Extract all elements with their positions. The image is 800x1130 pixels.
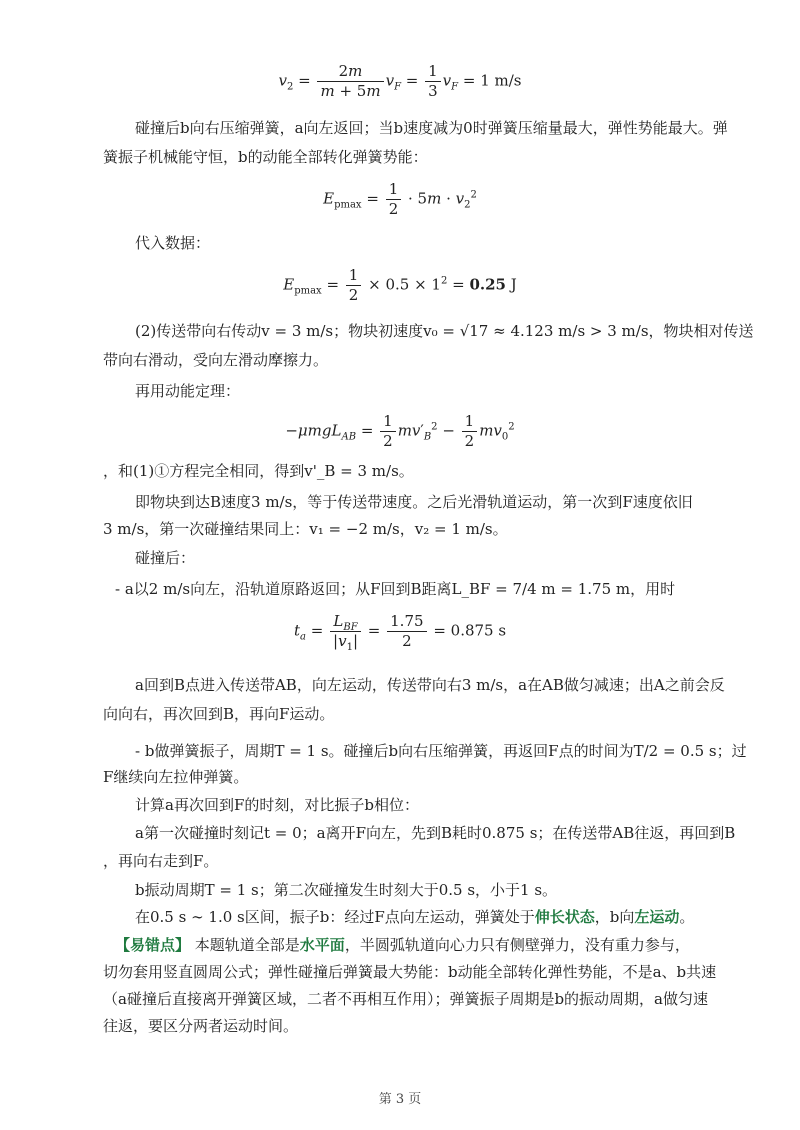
equation-ta: $t_a$ = $\frac{L_{BF}}{|v_1|}$ = $\frac{1.75}{2}$ = 0.875 s xyxy=(293,612,507,653)
highlight-left-motion: 左运动 xyxy=(634,908,680,926)
error-text-a: 本题轨道全部是 xyxy=(190,936,300,954)
bullet-b-oscillator-line2: F继续向左拉伸弹簧。 xyxy=(103,768,249,786)
highlight-horizontal: 水平面 xyxy=(299,936,345,954)
interval-text-mid: ，b向 xyxy=(594,908,635,926)
paragraph-reach-b-line2: 3 m/s，第一次碰撞结果同上：v₁ = −2 m/s，v₂ = 1 m/s。 xyxy=(103,520,508,538)
paragraph-compression-line1: 碰撞后b向右压缩弹簧，a向左返回；当b速度减为0时弹簧压缩量最大，弹性势能最大。弹 xyxy=(135,119,728,137)
highlight-stretched: 伸长状态 xyxy=(534,908,595,926)
paragraph-work-energy: 再用动能定理： xyxy=(135,382,241,400)
paragraph-a-on-belt-line2: 向向右，再次回到B，再向F运动。 xyxy=(103,705,335,723)
paragraph-after-collision: 碰撞后： xyxy=(135,549,196,567)
equation-v2: $v_2$ = $\frac{2m}{m + 5m}$ $v_F$ = $\frac{1}{3}$ $v_F = 1$ m/s xyxy=(278,62,522,100)
bullet-b-oscillator-line1: - b做弹簧振子，周期T = 1 s。碰撞后b向右压缩弹簧，再返回F点的时间为T/2 = 0.5 s；过 xyxy=(135,742,747,760)
equation-epmax-value: $E_{pmax}$ = $\frac{1}{2}$ × $0.5 \times 1^2 = 0.25$ J xyxy=(283,266,517,304)
paragraph-compute-phase: 计算a再次回到F的时刻，对比振子b相位： xyxy=(135,796,419,814)
paragraph-interval-state xyxy=(103,904,703,931)
error-text-b: ，半圆弧轨道向心力只有侧壁弹力，没有重力参与， xyxy=(344,936,690,954)
paragraph-substitute: 代入数据： xyxy=(135,234,211,252)
paragraph-belt-line2: 带向右滑动，受向左滑动摩擦力。 xyxy=(103,351,329,369)
bullet-a-returns: - a以2 m/s向左，沿轨道原路返回；从F回到B距离L_BF = 7/4 m = 1.75 m，用时 xyxy=(115,580,676,598)
paragraph-timeline-line2: ，再向右走到F。 xyxy=(103,852,219,870)
paragraph-a-on-belt-line1: a回到B点进入传送带AB，向左运动，传送带向右3 m/s，a在AB做匀减速；出A之前会反 xyxy=(135,676,725,694)
interval-text-pre: 在0.5 s ∼ 1.0 s区间，振子b：经过F点向左运动，弹簧处于 xyxy=(135,908,535,926)
interval-text-end: 。 xyxy=(679,908,695,926)
error-point-line3: （a碰撞后直接离开弹簧区域，二者不再相互作用）；弹簧振子周期是b的振动周期，a做匀速 xyxy=(103,990,708,1008)
error-point-line2: 切勿套用竖直圆周公式；弹性碰撞后弹簧最大势能：b动能全部转化弹性势能，不是a、b共速 xyxy=(103,963,717,981)
paragraph-result-vb: ，和(1)①方程完全相同，得到v'_B = 3 m/s。 xyxy=(103,462,414,480)
page-number: 第 3 页 xyxy=(378,1092,422,1107)
paragraph-belt-line1: (2)传送带向右传动v = 3 m/s；物块初速度v₀ = √17 ≈ 4.123 m/s > 3 m/s，物块相对传送 xyxy=(135,322,754,340)
paragraph-timeline-line1: a第一次碰撞时刻记t = 0；a离开F向左，先到B耗时0.875 s；在传送带AB往返，再回到B xyxy=(135,824,736,842)
equation-epmax-formula: $E_{pmax}$ = $\frac{1}{2}$ · $5m \cdot v_2^2$ xyxy=(323,180,477,218)
error-point-label: 【易错点】 xyxy=(115,936,191,954)
equation-work-energy: −μmgL$_{AB}$ = $\frac{1}{2}$ $mv'_B^2$ − $\frac{1}{2}$ $mv_0^2$ xyxy=(285,412,515,450)
paragraph-reach-b-line1: 即物块到达B速度3 m/s，等于传送带速度。之后光滑轨道运动，第一次到F速度依旧 xyxy=(135,493,693,511)
error-point-line4: 往返，要区分两者运动时间。 xyxy=(103,1017,299,1035)
paragraph-compression-line2: 簧振子机械能守恒，b的动能全部转化弹簧势能： xyxy=(103,148,428,166)
paragraph-b-period: b振动周期T = 1 s；第二次碰撞发生时刻大于0.5 s，小于1 s。 xyxy=(135,881,558,899)
error-point-line1 xyxy=(115,932,715,959)
